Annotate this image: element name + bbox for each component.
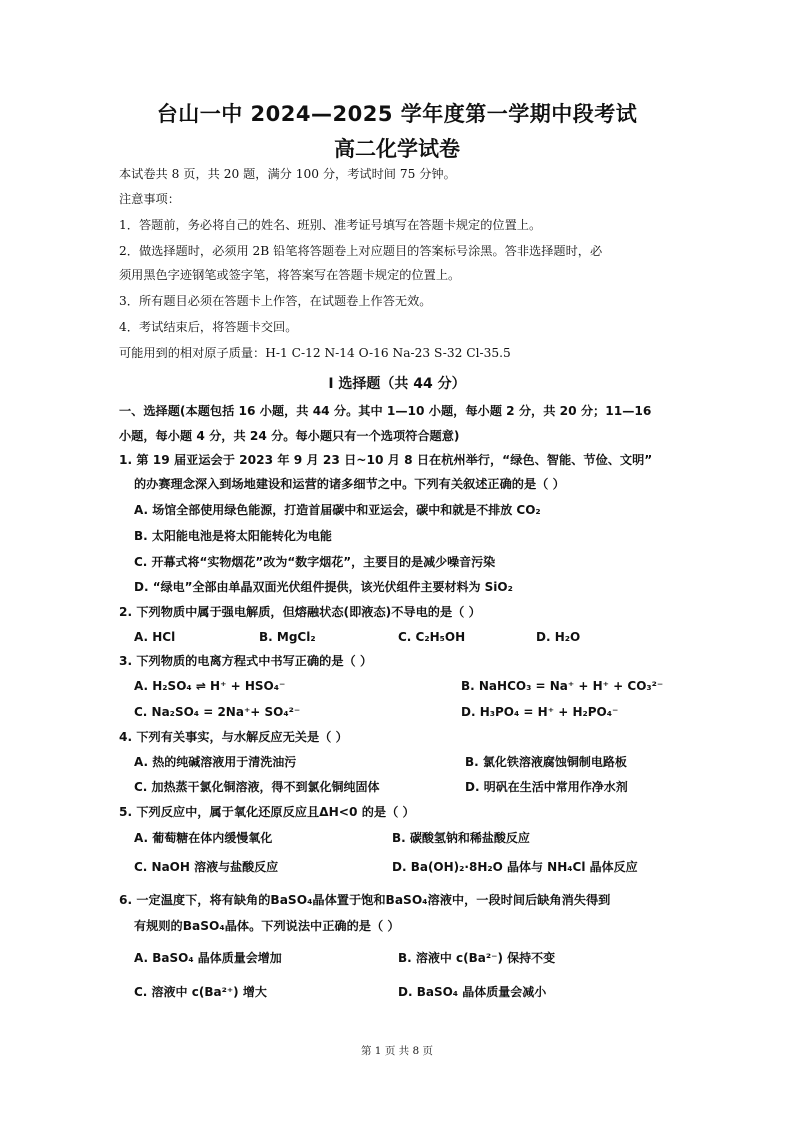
question-5-stem: 5. 下列反应中，属于氧化还原反应且ΔH<0 的是（ ）: [119, 805, 415, 819]
question-6-option-d: D. BaSO₄ 晶体质量会减小: [398, 985, 547, 999]
question-6-option-b: B. 溶液中 c(Ba²⁻) 保持不变: [398, 951, 556, 965]
page-number: 第 1 页 共 8 页: [360, 1045, 434, 1057]
section-title: Ⅰ 选择题（共 44 分）: [328, 376, 466, 392]
question-4-option-c: C. 加热蒸干氯化铜溶液，得不到氯化铜纯固体: [134, 780, 380, 794]
question-4-option-b: B. 氯化铁溶液腐蚀铜制电路板: [465, 755, 627, 769]
question-1-option-c: C. 开幕式将“实物烟花”改为“数字烟花”，主要目的是减少噪音污染: [134, 555, 496, 569]
question-4-option-d: D. 明矾在生活中常用作净水剂: [465, 780, 628, 794]
question-1-option-b: B. 太阳能电池是将太阳能转化为电能: [134, 529, 332, 543]
question-3-stem: 3. 下列物质的电离方程式中书写正确的是（ ）: [119, 654, 373, 668]
section-instructions: 一、选择题(本题包括 16 小题，共 44 分。其中 1—10 小题，每小题 2 分，共 20 分；11—16: [119, 404, 652, 418]
question-2-option-a: A. HCl: [134, 630, 176, 644]
note-2: 2．做选择题时，必须用 2B 铅笔将答题卷上对应题目的答案标号涂黑。答非选择题时，必: [119, 244, 603, 258]
question-2-option-b: B. MgCl₂: [259, 630, 316, 644]
note-3: 3．所有题目必须在答题卡上作答，在试题卷上作答无效。: [119, 294, 432, 308]
question-1-stem: 1. 第 19 届亚运会于 2023 年 9 月 23 日~10 月 8 日在杭州举行，“绿色、智能、节俭、文明”: [119, 453, 653, 467]
note-2-continued: 须用黑色字迹钢笔或签字笔，将答案写在答题卡规定的位置上。: [119, 268, 461, 282]
question-6-option-a: A. BaSO₄ 晶体质量会增加: [134, 951, 282, 965]
question-2-option-d: D. H₂O: [536, 630, 581, 644]
question-6-stem-continued: 有规则的BaSO₄晶体。下列说法中正确的是（ ）: [134, 919, 400, 933]
question-3-option-a: A. H₂SO₄ ⇌ H⁺ + HSO₄⁻: [134, 679, 286, 693]
question-5-option-d: D. Ba(OH)₂·8H₂O 晶体与 NH₄Cl 晶体反应: [392, 860, 638, 874]
note-4: 4．考试结束后，将答题卡交回。: [119, 320, 298, 334]
question-5-option-a: A. 葡萄糖在体内缓慢氧化: [134, 831, 273, 845]
question-5-option-b: B. 碳酸氢钠和稀盐酸反应: [392, 831, 530, 845]
question-3-option-d: D. H₃PO₄ = H⁺ + H₂PO₄⁻: [461, 705, 619, 719]
question-2-option-c: C. C₂H₅OH: [398, 630, 466, 644]
exam-subtitle: 高二化学试卷: [334, 137, 460, 161]
atomic-masses: 可能用到的相对原子质量：H-1 C-12 N-14 O-16 Na-23 S-32 Cl-35.5: [119, 346, 511, 360]
question-2-stem: 2. 下列物质中属于强电解质，但熔融状态(即液态)不导电的是（ ）: [119, 605, 481, 619]
question-3-option-b: B. NaHCO₃ = Na⁺ + H⁺ + CO₃²⁻: [461, 679, 664, 693]
question-5-option-c: C. NaOH 溶液与盐酸反应: [134, 860, 279, 874]
note-1: 1．答题前，务必将自己的姓名、班别、准考证号填写在答题卡规定的位置上。: [119, 218, 542, 232]
question-4-option-a: A. 热的纯碱溶液用于清洗油污: [134, 755, 297, 769]
section-instructions-continued: 小题，每小题 4 分，共 24 分。每小题只有一个选项符合题意): [119, 429, 460, 443]
exam-summary: 本试卷共 8 页，共 20 题，满分 100 分，考试时间 75 分钟。: [119, 167, 456, 181]
exam-title: 台山一中 2024—2025 学年度第一学期中段考试: [156, 102, 638, 126]
question-6-stem: 6. 一定温度下，将有缺角的BaSO₄晶体置于饱和BaSO₄溶液中，一段时间后缺角消失得到: [119, 893, 611, 907]
question-4-stem: 4. 下列有关事实，与水解反应无关是（ ）: [119, 730, 348, 744]
question-6-option-c: C. 溶液中 c(Ba²⁺) 增大: [134, 985, 267, 999]
notes-label: 注意事项：: [119, 192, 180, 206]
question-3-option-c: C. Na₂SO₄ = 2Na⁺+ SO₄²⁻: [134, 705, 301, 719]
question-1-stem-continued: 的办赛理念深入到场地建设和运营的诸多细节之中。下列有关叙述正确的是（ ）: [134, 477, 565, 491]
question-1-option-a: A. 场馆全部使用绿色能源，打造首届碳中和亚运会，碳中和就是不排放 CO₂: [134, 503, 541, 517]
question-1-option-d: D. “绿电”全部由单晶双面光伏组件提供，该光伏组件主要材料为 SiO₂: [134, 580, 513, 594]
